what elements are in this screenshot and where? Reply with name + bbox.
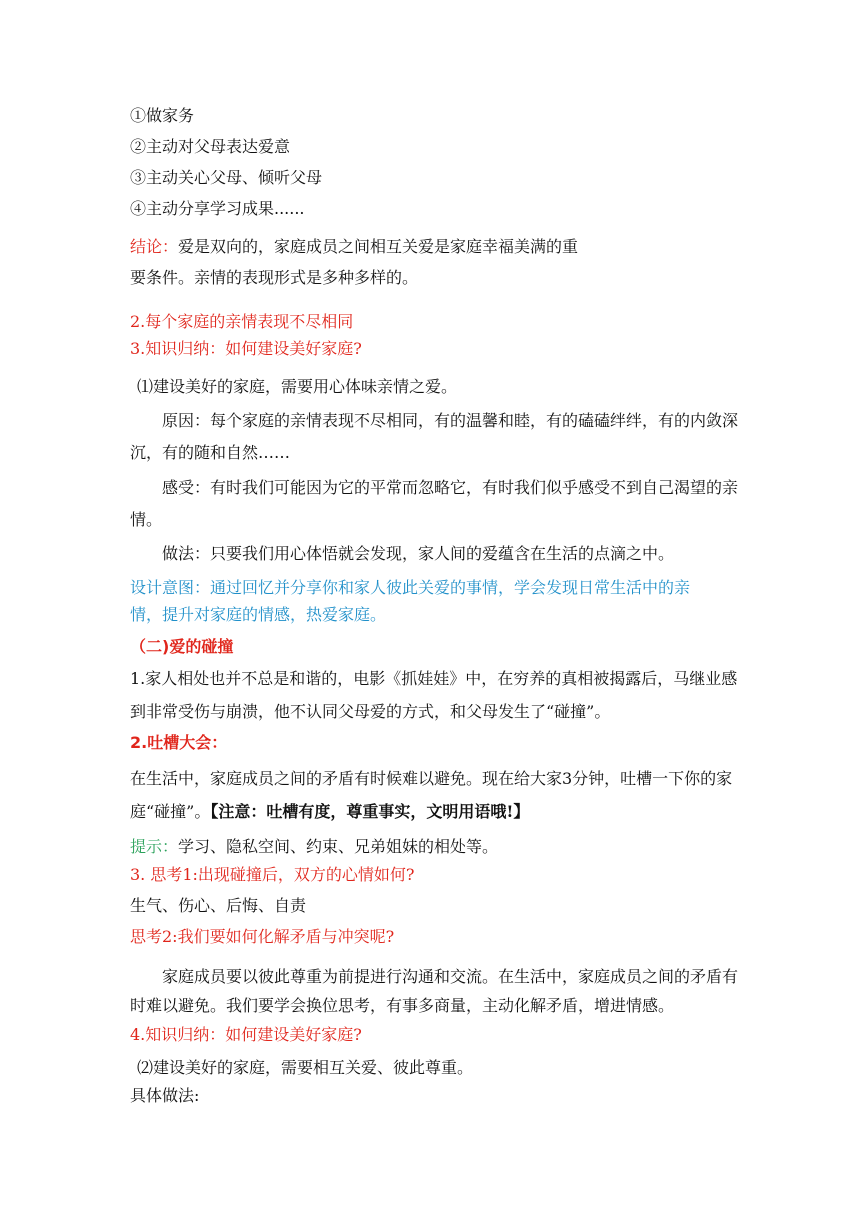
roast-note: 【注意：吐槽有度，尊重事实，文明用语哦!】 — [210, 802, 530, 821]
heading-point-2: 2.每个家庭的亲情表现不尽相同 — [130, 312, 354, 331]
reason-continued: 沉，有的随和自然…… — [130, 443, 291, 462]
list-item-4: ④主动分享学习成果...... — [130, 199, 305, 218]
hint-label: 提示： — [130, 837, 179, 856]
point-1-line: 1.家人相处也并不总是和谐的，电影《抓娃娃》中，在穷养的真相被揭露后，马继业感 — [130, 669, 738, 688]
question-2-answer: 家庭成员要以彼此尊重为前提进行沟通和交流。在生活中，家庭成员之间的矛盾有 — [162, 967, 739, 986]
method-line: 做法：只要我们用心体悟就会发现，家人间的爱蕴含在生活的点滴之中。 — [162, 544, 675, 563]
design-intent-line: 设计意图：通过回忆并分享你和家人彼此关爱的事情，学会发现日常生活中的亲 — [130, 578, 691, 597]
roast-line: 在生活中，家庭成员之间的矛盾有时候难以避免。现在给大家3分钟，吐槽一下你的家 — [130, 769, 733, 788]
roast-session-heading: 2.吐槽大会： — [130, 733, 228, 752]
conclusion-label: 结论： — [130, 237, 179, 256]
feeling-continued: 情。 — [130, 510, 163, 529]
conclusion-continued: 要条件。亲情的表现形式是多种多样的。 — [130, 268, 419, 287]
conclusion-text: 爱是双向的，家庭成员之间相互关爱是家庭幸福美满的重 — [178, 237, 579, 256]
point-1-continued: 到非常受伤与崩溃，他不认同父母爱的方式，和父母发生了“碰撞”。 — [130, 702, 611, 721]
list-item-3: ③主动关心父母、倾听父母 — [130, 168, 323, 187]
heading-point-3: 3.知识归纳：如何建设美好家庭? — [130, 339, 362, 358]
design-intent-continued: 情，提升对家庭的情感，热爱家庭。 — [130, 605, 387, 624]
summary-item-2: ⑵建设美好的家庭，需要相互关爱、彼此尊重。 — [137, 1058, 474, 1077]
summary-item-1: ⑴建设美好的家庭，需要用心体味亲情之爱。 — [137, 377, 458, 396]
question-2: 思考2:我们要如何化解矛盾与冲突呢? — [130, 927, 395, 946]
question-2-answer-continued: 时难以避免。我们要学会换位思考，有事多商量，主动化解矛盾，增进情感。 — [130, 996, 675, 1015]
conclusion-line — [130, 236, 578, 258]
roast-continued — [130, 801, 529, 823]
specific-methods-label: 具体做法: — [130, 1086, 200, 1105]
feeling-line: 感受：有时我们可能因为它的平常而忽略它，有时我们似乎感受不到自己渴望的亲 — [162, 478, 739, 497]
list-item-1: ①做家务 — [130, 106, 195, 125]
heading-point-4: 4.知识归纳：如何建设美好家庭? — [130, 1025, 362, 1044]
list-item-2: ②主动对父母表达爱意 — [130, 137, 291, 156]
section-heading-2: （二)爱的碰撞 — [130, 637, 234, 656]
hint-text: 学习、隐私空间、约束、兄弟姐妹的相处等。 — [178, 837, 499, 856]
hint-line — [130, 836, 498, 858]
question-1-answer: 生气、伤心、后悔、自责 — [130, 896, 307, 915]
reason-line: 原因：每个家庭的亲情表现不尽相同，有的温馨和睦，有的磕磕绊绊，有的内敛深 — [162, 411, 739, 430]
roast-text: 庭“碰撞”。 — [130, 802, 211, 821]
question-1: 3. 思考1:出现碰撞后，双方的心情如何? — [130, 865, 415, 884]
